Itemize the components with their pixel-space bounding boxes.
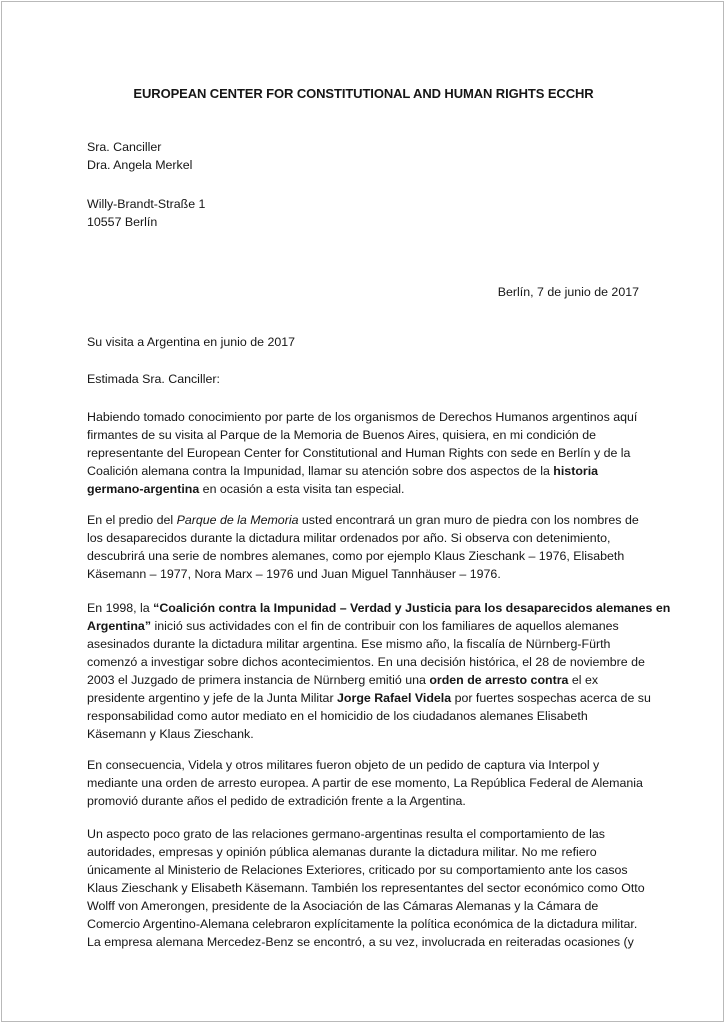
letter-greeting bbox=[87, 370, 639, 388]
text-line: firmantes de su visita al Parque de la Memoria de Buenos Aires, quisiera, en mi condición de bbox=[87, 428, 596, 442]
text-line bbox=[87, 617, 639, 635]
text-run: el ex bbox=[568, 673, 599, 687]
recipient-address bbox=[87, 195, 639, 231]
text-run: en ocasión a esta visita tan especial. bbox=[199, 482, 405, 496]
bold-run: “Coalición contra la Impunidad – Verdad y Justicia para los desaparecidos alemanes en bbox=[153, 601, 671, 615]
text-run: 2003 el Juzgado de primera instancia de Nürnberg emitió una bbox=[87, 673, 430, 687]
bold-run: historia bbox=[553, 464, 599, 478]
text-line: mediante una orden de arresto europea. A partir de ese momento, La República Federal de Alemania bbox=[87, 776, 643, 790]
paragraph-3 bbox=[87, 599, 671, 743]
text-line bbox=[87, 671, 639, 689]
text-run: presidente argentino y jefe de la Junta Militar bbox=[87, 691, 338, 705]
text-line bbox=[87, 689, 651, 707]
text-line: representante del European Center for Constitutional and Human Rights con sede en Berlín y de la bbox=[87, 446, 631, 460]
text-run: En 1998, la bbox=[87, 601, 154, 615]
text-line bbox=[87, 511, 639, 529]
text-run: Coalición alemana contra la Impunidad, llamar su atención sobre dos aspectos de la bbox=[87, 464, 554, 478]
text-line: Habiendo tomado conocimiento por parte de los organismos de Derechos Humanos argentinos aquí bbox=[87, 410, 638, 424]
recipient-line: Dra. Angela Merkel bbox=[87, 158, 193, 172]
text-line: Klaus Zieschank y Elisabeth Käsemann. También los representantes del sector económico como Otto bbox=[87, 881, 645, 895]
paragraph-4 bbox=[87, 756, 643, 810]
bold-run: orden de arresto contra bbox=[429, 673, 569, 687]
letter-subject bbox=[87, 333, 639, 351]
greeting-line: Estimada Sra. Canciller: bbox=[87, 372, 220, 386]
text-line: Käsemann y Klaus Zieschank. bbox=[87, 727, 254, 741]
recipient-name bbox=[87, 138, 639, 174]
text-line: los desaparecidos durante la dictadura militar ordenados por año. Si observa con detenimiento, bbox=[87, 531, 611, 545]
text-line: descubrirá una serie de nombres alemanes, como por ejemplo Klaus Zieschank – 1976, Elisabeth bbox=[87, 549, 625, 563]
text-line: Käsemann – 1977, Nora Marx – 1976 und Juan Miguel Tannhäuser – 1976. bbox=[87, 567, 501, 581]
bold-run: Argentina” bbox=[87, 619, 152, 633]
subject-line: Su visita a Argentina en junio de 2017 bbox=[87, 335, 296, 349]
date-line: Berlín, 7 de junio de 2017 bbox=[497, 285, 639, 299]
text-line bbox=[87, 599, 671, 617]
recipient-line: Sra. Canciller bbox=[87, 140, 162, 154]
text-line: responsabilidad como autor mediato en el homicidio de los ciudadanos alemanes Elisabeth bbox=[87, 709, 588, 723]
document-title: EUROPEAN CENTER FOR CONSTITUTIONAL AND HUMAN RIGHTS ECCHR bbox=[133, 86, 594, 101]
paragraph-1 bbox=[87, 408, 639, 498]
bold-run: Jorge Rafael Videla bbox=[337, 691, 452, 705]
text-line: autoridades, empresas y opinión pública alemanas durante la dictadura militar. No me refiero bbox=[87, 845, 597, 859]
letter-date bbox=[87, 283, 639, 301]
text-run: En el predio del bbox=[87, 513, 177, 527]
text-run: inició sus actividades con el fin de contribuir con los familiares de aquellos alemanes bbox=[151, 619, 619, 633]
paragraph-5 bbox=[87, 825, 645, 951]
text-line: promovió durante años el pedido de extradición frente a la Argentina. bbox=[87, 794, 466, 808]
italic-run: Parque de la Memoria bbox=[176, 513, 299, 527]
text-line: En consecuencia, Videla y otros militares fueron objeto de un pedido de captura via Interpol y bbox=[87, 758, 600, 772]
text-line: únicamente al Ministerio de Relaciones Exteriores, criticado por su comportamiento ante los casos bbox=[87, 863, 628, 877]
text-line bbox=[87, 462, 639, 480]
text-line: Comercio Argentino-Alemana celebraron explícitamente la política económica de la dictadura militar. bbox=[87, 917, 638, 931]
address-line: Willy-Brandt-Straße 1 bbox=[87, 197, 206, 211]
text-run: por fuertes sospechas acerca de su bbox=[451, 691, 651, 705]
address-line: 10557 Berlín bbox=[87, 215, 158, 229]
paragraph-2 bbox=[87, 511, 639, 583]
bold-run: germano-argentina bbox=[87, 482, 200, 496]
text-line bbox=[87, 480, 639, 498]
text-line: La empresa alemana Mercedez-Benz se encontró, a su vez, involucrada en reiteradas ocasiones (y bbox=[87, 935, 634, 949]
text-line: asesinados durante la dictadura militar argentina. Ese mismo año, la fiscalía de Nürnberg-Fürth bbox=[87, 637, 611, 651]
text-line: Wolff von Amerongen, presidente de la Asociación de las Cámaras Alemanas y la Cámara de bbox=[87, 899, 599, 913]
text-run: usted encontrará un gran muro de piedra con los nombres de bbox=[298, 513, 639, 527]
text-line: comenzó a investigar sobre dichos acontecimientos. En una decisión histórica, el 28 de noviembre de bbox=[87, 655, 645, 669]
text-line: Un aspecto poco grato de las relaciones germano-argentinas resulta el comportamiento de las bbox=[87, 827, 605, 841]
